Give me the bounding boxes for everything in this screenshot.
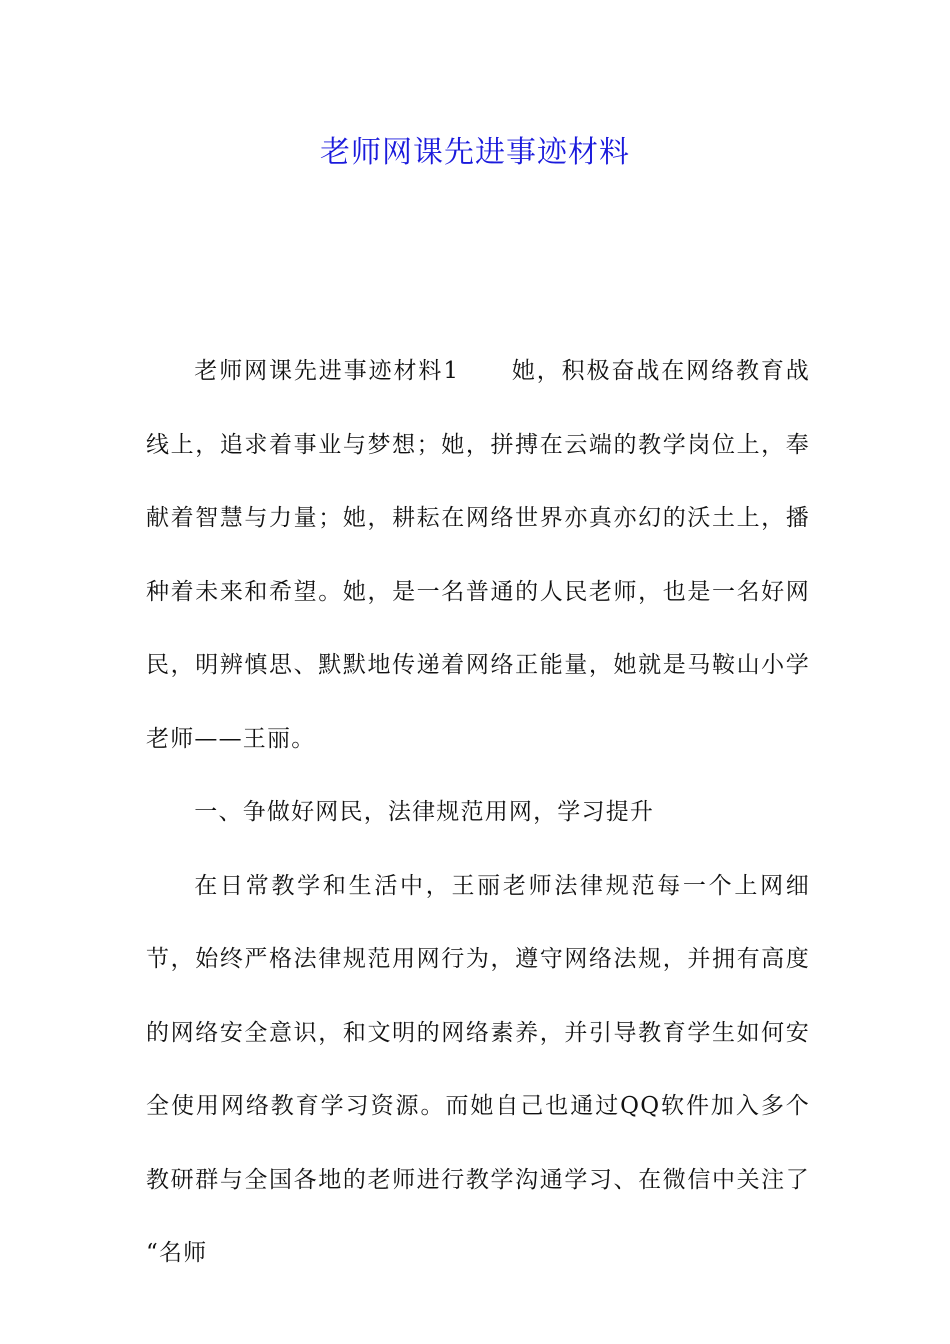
section-heading: 一、争做好网民，法律规范用网，学习提升 [194,799,655,825]
paragraph-section1: 在日常教学和生活中，王丽老师法律规范每一个上网细节，始终严格法律规范用网行为，遵守网络法规，并拥有高度的网络安全意识，和文明的网络素养，并引导教育学生如何安全使用网络教育学习资源。而她自己也通过QQ软件加入多个教研群与全国各地的老师进行教学沟通学习、在微信中关注了 “名师 [146,872,810,1266]
document-body [146,335,810,1291]
document-title: 老师网课先进事迹材料 [320,135,630,170]
paragraph-intro-heading: 老师网课先进事迹材料1 [194,358,460,384]
paragraph-intro [146,335,810,776]
paragraph-intro-text: 她，积极奋战在网络教育战线上，追求着事业与梦想；她，拼搏在云端的教学岗位上，奉献着智慧与力量；她，耕耘在网络世界亦真亦幻的沃土上，播种着未来和希望。她，是一名普通的人民老师，也是一名好网民，明辨慎思、默默地传递着网络正能量，她就是马鞍山小学老师——王丽。 [146,358,810,752]
